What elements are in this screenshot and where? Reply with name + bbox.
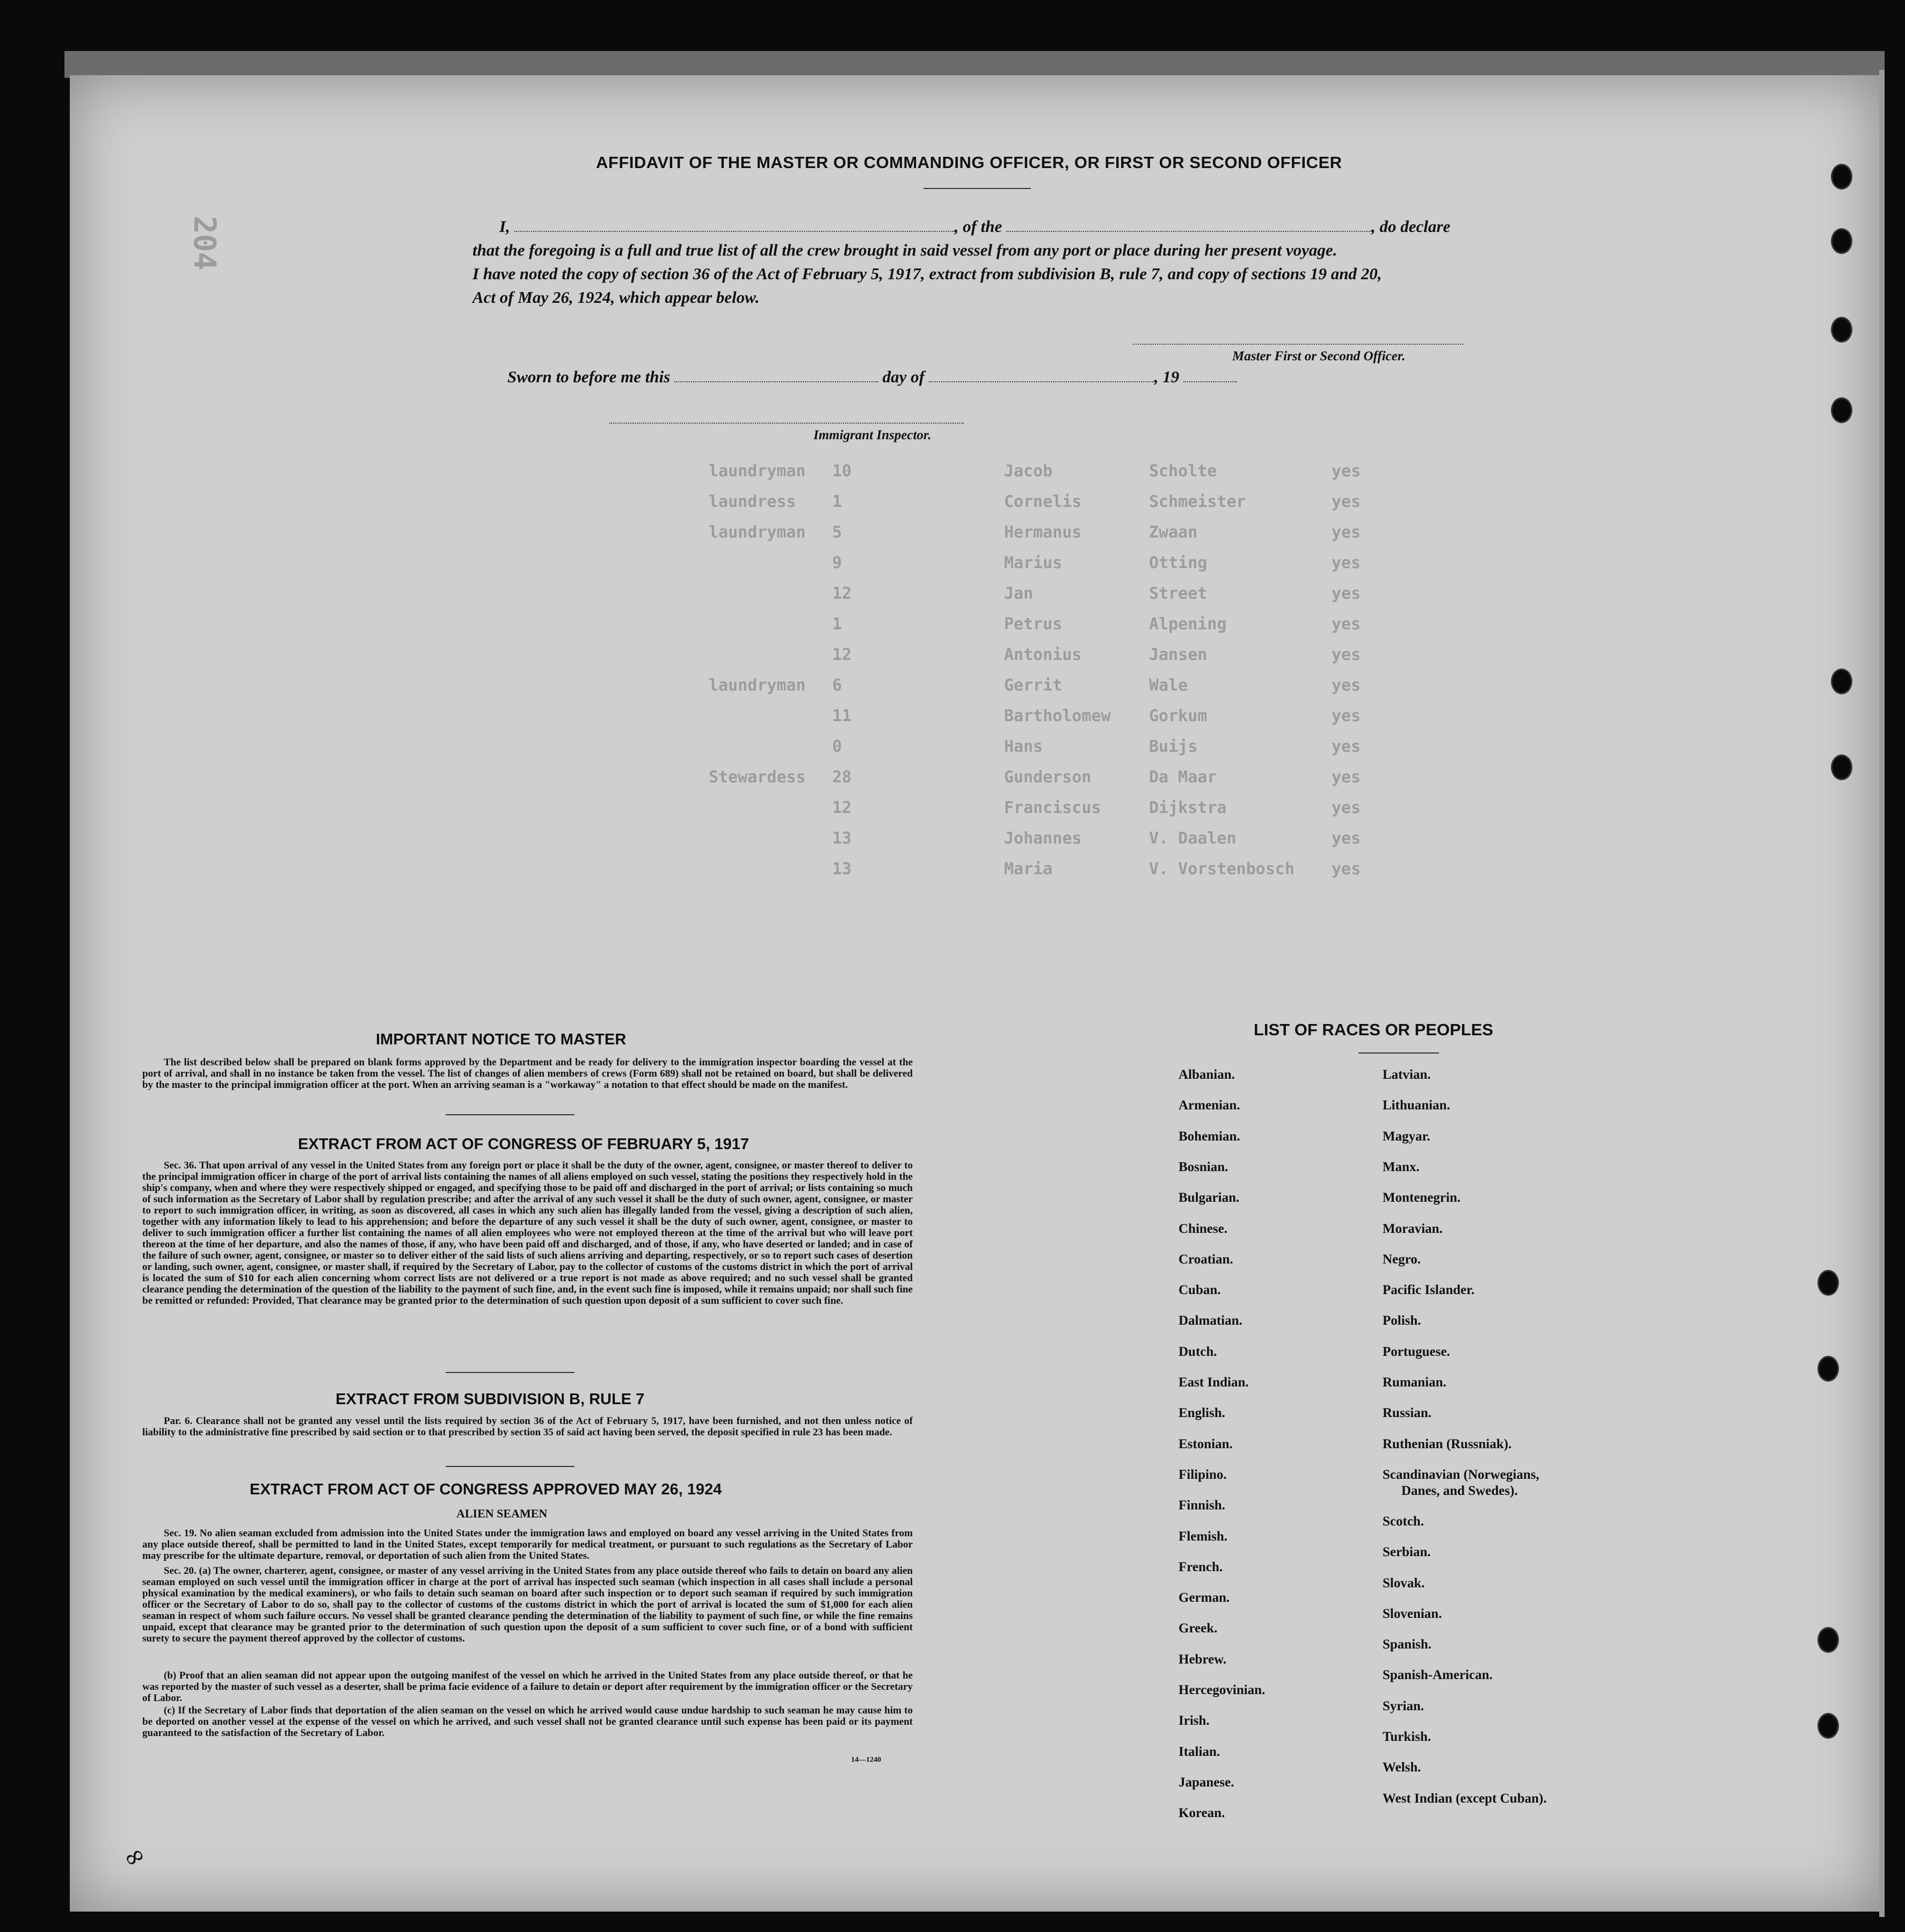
affidavit-title: AFFIDAVIT OF THE MASTER OR COMMANDING OFFICER, OR FIRST OR SECOND OFFICER xyxy=(596,153,1342,172)
race-item: Rumanian. xyxy=(1383,1375,1446,1390)
race-item: Portuguese. xyxy=(1383,1344,1450,1359)
race-item: German. xyxy=(1179,1590,1230,1606)
bleed-through-row xyxy=(462,707,1836,728)
race-item: Finnish. xyxy=(1179,1498,1225,1513)
race-item: Italian. xyxy=(1179,1744,1220,1759)
race-item: Ruthenian (Russniak). xyxy=(1383,1436,1512,1451)
race-item: Irish. xyxy=(1179,1713,1210,1728)
bleed-through-cell: 1 xyxy=(832,615,842,634)
bleed-through-cell: laundress xyxy=(709,492,796,511)
bleed-through-cell: Buijs xyxy=(1149,737,1198,756)
form-number: 14—1240 xyxy=(851,1756,881,1764)
bleed-through-row xyxy=(462,492,1836,514)
race-item: Latvian. xyxy=(1383,1067,1431,1082)
bleed-through-cell: 13 xyxy=(832,829,852,848)
bleed-through-cell: yes xyxy=(1332,768,1361,787)
race-item: Korean. xyxy=(1179,1806,1225,1821)
race-item: Slovak. xyxy=(1383,1575,1425,1590)
extract-1924-subtitle: ALIEN SEAMEN xyxy=(456,1507,548,1520)
affidavit-do-declare: , do declare xyxy=(1371,217,1451,236)
bleed-through-cell: 13 xyxy=(832,860,852,878)
important-notice-title: IMPORTANT NOTICE TO MASTER xyxy=(376,1031,627,1048)
race-item: Estonian. xyxy=(1179,1436,1233,1451)
vessel-field[interactable] xyxy=(1006,219,1371,232)
bleed-through-cell: 9 xyxy=(832,554,842,572)
bleed-through-cell: Cornelis xyxy=(1004,492,1082,511)
bleed-through-cell: Jansen xyxy=(1149,645,1208,664)
bleed-through-cell: laundryman xyxy=(709,676,806,695)
bleed-through-cell: 12 xyxy=(832,798,852,817)
race-item: Moravian. xyxy=(1383,1221,1443,1236)
race-item: Cuban. xyxy=(1179,1283,1221,1298)
bleed-through-cell: Schmeister xyxy=(1149,492,1246,511)
extract-rule7-title: EXTRACT FROM SUBDIVISION B, RULE 7 xyxy=(336,1391,645,1408)
divider xyxy=(924,188,1031,189)
bleed-through-cell: Street xyxy=(1149,584,1208,603)
bleed-through-cell: yes xyxy=(1332,707,1361,725)
master-caption: Master First or Second Officer. xyxy=(1232,349,1406,364)
bleed-through-cell: 28 xyxy=(832,768,852,787)
sworn-line xyxy=(507,365,1237,389)
bleed-through-cell: 1 xyxy=(832,492,842,511)
race-item: Montenegrin. xyxy=(1383,1190,1461,1205)
race-item: Polish. xyxy=(1383,1313,1421,1328)
race-item: Manx. xyxy=(1383,1159,1420,1174)
race-item: Filipino. xyxy=(1179,1467,1227,1482)
race-item: Pacific Islander. xyxy=(1383,1283,1475,1298)
divider xyxy=(446,1114,575,1115)
race-item: Spanish-American. xyxy=(1383,1668,1493,1683)
divider xyxy=(446,1466,575,1467)
sec20b-body: (b) Proof that an alien seaman did not appear upon the outgoing manifest of the vessel on which he arrived in the United States from any place outside thereof, or that he was reported by the master of such vessel as a deserter, shall be prima facie evidence of a failure to detain or deport after requirement by the immigration officer or the Secretary of Labor. xyxy=(142,1670,913,1704)
race-item: Danes, and Swedes). xyxy=(1401,1483,1518,1498)
bleed-through-cell: 11 xyxy=(832,707,852,725)
bleed-through-cell: yes xyxy=(1332,737,1361,756)
binder-hole xyxy=(1817,1270,1839,1296)
sworn-day-field[interactable] xyxy=(674,369,878,382)
race-item: Bohemian. xyxy=(1179,1129,1240,1144)
affidavit-line3: I have noted the copy of section 36 of the Act of February 5, 1917, extract from subdivision B, rule 7, and copy of sections 19 and 20, xyxy=(472,264,1382,283)
bleed-through-cell: Bartholomew xyxy=(1004,707,1111,725)
race-item: Scotch. xyxy=(1383,1514,1424,1529)
race-item: Serbian. xyxy=(1383,1545,1431,1560)
race-item: Slovenian. xyxy=(1383,1606,1442,1621)
bleed-through-row xyxy=(462,798,1836,820)
extract-1924-title: EXTRACT FROM ACT OF CONGRESS APPROVED MAY 26, 1924 xyxy=(250,1481,722,1498)
bleed-through-cell: yes xyxy=(1332,523,1361,542)
race-item: Albanian. xyxy=(1179,1067,1235,1082)
bleed-through-cell: yes xyxy=(1332,584,1361,603)
inspector-signature-line[interactable] xyxy=(609,423,964,424)
bleed-through-row xyxy=(462,615,1836,636)
page-top-edge xyxy=(64,51,1885,78)
bleed-through-cell: Da Maar xyxy=(1149,768,1217,787)
race-item: Lithuanian. xyxy=(1383,1098,1450,1113)
race-item: Hercegovinian. xyxy=(1179,1683,1266,1697)
bleed-through-cell: Jan xyxy=(1004,584,1034,603)
race-item: Flemish. xyxy=(1179,1529,1227,1544)
bleed-through-cell: Hermanus xyxy=(1004,523,1082,542)
bleed-through-row xyxy=(462,676,1836,698)
inspector-caption: Immigrant Inspector. xyxy=(813,428,932,442)
race-item: Croatian. xyxy=(1179,1252,1233,1267)
bleed-through-cell: 5 xyxy=(832,523,842,542)
race-item: French. xyxy=(1179,1559,1223,1574)
page-right-edge xyxy=(1879,70,1885,1917)
bleed-through-cell: yes xyxy=(1332,492,1361,511)
binder-hole xyxy=(1817,1713,1839,1739)
sworn-month-field[interactable] xyxy=(929,369,1154,382)
bleed-through-cell: yes xyxy=(1332,645,1361,664)
races-title: LIST OF RACES OR PEOPLES xyxy=(1254,1020,1494,1039)
race-item: Magyar. xyxy=(1383,1129,1430,1144)
race-item: Bulgarian. xyxy=(1179,1190,1240,1205)
race-item: Armenian. xyxy=(1179,1098,1240,1113)
bleed-through-cell: yes xyxy=(1332,798,1361,817)
bleed-through-cell: V. Vorstenbosch xyxy=(1149,860,1295,878)
race-item: Dalmatian. xyxy=(1179,1313,1242,1328)
bleed-through-cell: Otting xyxy=(1149,554,1208,572)
day-of-label: day of xyxy=(882,367,925,386)
name-field[interactable] xyxy=(514,219,955,232)
important-notice-body: The list described below shall be prepared on blank forms approved by the Department and be ready for delivery to the immigration inspector boarding the vessel at the port of arrival, and shall in no instance be taken from the vessel. The list of changes of alien members of crews (Form 689) shall not be retained on board, but shall be delivered by the master to the principal immigration officer at the port. When an arriving seaman is a "workaway" a notation to that effect should be made on the manifest. xyxy=(142,1057,913,1091)
race-item: Spanish. xyxy=(1383,1637,1432,1652)
bleed-through-cell: Scholte xyxy=(1149,462,1217,481)
race-item: Negro. xyxy=(1383,1252,1421,1267)
bleed-through-cell: yes xyxy=(1332,676,1361,695)
race-item: Welsh. xyxy=(1383,1760,1421,1775)
binder-hole xyxy=(1831,164,1852,190)
bleed-through-cell: yes xyxy=(1332,829,1361,848)
race-item: Dutch. xyxy=(1179,1344,1217,1359)
binder-hole xyxy=(1831,228,1852,254)
bleed-through-cell: 6 xyxy=(832,676,842,695)
binder-hole xyxy=(1817,1627,1839,1653)
divider xyxy=(446,1372,575,1373)
bleed-through-row xyxy=(462,737,1836,759)
bleed-through-row xyxy=(462,768,1836,789)
bleed-through-cell: Zwaan xyxy=(1149,523,1198,542)
binder-hole xyxy=(1831,397,1852,423)
bleed-through-cell: Marius xyxy=(1004,554,1063,572)
binder-hole xyxy=(1831,317,1852,343)
extract-rule7-body: Par. 6. Clearance shall not be granted any vessel until the lists required by section 36 of the Act of February 5, 1917, have been furnished, and not then unless notice of liability to the administrative fine prescribed by said section or to that prescribed by section 35 of said act having been served, the deposit specified in rule 23 has been made. xyxy=(142,1415,913,1438)
race-item: Japanese. xyxy=(1179,1775,1234,1790)
race-item: Hebrew. xyxy=(1179,1652,1227,1667)
race-item: Bosnian. xyxy=(1179,1159,1228,1174)
sworn-year-field[interactable] xyxy=(1183,369,1237,382)
divider xyxy=(1358,1052,1439,1054)
bleed-through-cell: Wale xyxy=(1149,676,1188,695)
affidavit-line1 xyxy=(472,215,1450,238)
affidavit-of-the: , of the xyxy=(954,217,1002,236)
race-item: West Indian (except Cuban). xyxy=(1383,1791,1547,1806)
bleed-page-number: 204 xyxy=(187,215,222,271)
bleed-through-row xyxy=(462,829,1836,851)
affidavit-i: I, xyxy=(499,217,510,236)
bleed-through-cell: Franciscus xyxy=(1004,798,1101,817)
bleed-through-row xyxy=(462,645,1836,667)
bleed-through-cell: Petrus xyxy=(1004,615,1063,634)
race-item: Russian. xyxy=(1383,1406,1432,1421)
race-item: Turkish. xyxy=(1383,1730,1431,1744)
bleed-through-row xyxy=(462,860,1836,881)
master-signature-line[interactable] xyxy=(1133,344,1463,345)
bleed-through-row xyxy=(462,523,1836,544)
bleed-through-row xyxy=(462,462,1836,483)
bleed-through-cell: Stewardess xyxy=(709,768,806,787)
bleed-through-cell: Maria xyxy=(1004,860,1053,878)
bleed-through-cell: Gunderson xyxy=(1004,768,1092,787)
handwritten-mark: ∞ xyxy=(117,1838,151,1876)
binder-hole xyxy=(1817,1356,1839,1382)
bleed-through-cell: yes xyxy=(1332,615,1361,634)
race-item: English. xyxy=(1179,1406,1225,1421)
bleed-through-cell: yes xyxy=(1332,554,1361,572)
race-item: Chinese. xyxy=(1179,1221,1227,1236)
year-label: , 19 xyxy=(1154,367,1180,386)
bleed-through-cell: laundryman xyxy=(709,523,806,542)
bleed-through-cell: Gorkum xyxy=(1149,707,1208,725)
race-item: East Indian. xyxy=(1179,1375,1249,1390)
race-item: Greek. xyxy=(1179,1621,1218,1636)
sec20c-body: (c) If the Secretary of Labor finds that deportation of the alien seaman on the vessel on which he arrived would cause undue hardship to such seaman he may cause him to be deported on another vessel at the expense of the vessel on which he arrived, and such vessel shall not be granted clearance until such expense has been paid or its payment guaranteed to the satisfaction of the Secretary of Labor. xyxy=(142,1705,913,1739)
bleed-through-cell: Gerrit xyxy=(1004,676,1063,695)
bleed-through-cell: 10 xyxy=(832,462,852,481)
bleed-through-row xyxy=(462,554,1836,575)
sworn-label: Sworn to before me this xyxy=(507,367,671,386)
sec20a-body: Sec. 20. (a) The owner, charterer, agent, consignee, or master of any vessel arriving in the United States from any place outside thereof who fails to detain on board any alien seaman employed on such vessel until the immigration officer in charge at the port of arrival has inspected such seaman (which inspection in all cases shall include a personal physical examination by the medical examiners), or who fails to detain such seaman on board after such inspection or to deport such seaman if required by such immigration officer or the Secretary of Labor to do so, shall pay to the collector of customs of the customs district in which the port of arrival is located the sum of $1,000 for each alien seaman in respect of whom such failure occurs. No vessel shall be granted clearance pending the determination of the liability to payment of such fine, or while the fine remains unpaid, except that clearance may be granted prior to the determination of such question upon the deposit of a sum sufficient to cover such fine, or of a bond with sufficient surety to secure the payment thereof approved by the collector of customs. xyxy=(142,1565,913,1644)
bleed-through-cell: Dijkstra xyxy=(1149,798,1227,817)
extract-1917-title: EXTRACT FROM ACT OF CONGRESS OF FEBRUARY 5, 1917 xyxy=(298,1136,750,1153)
bleed-through-cell: Alpening xyxy=(1149,615,1227,634)
bleed-through-cell: Hans xyxy=(1004,737,1043,756)
bleed-through-cell: Antonius xyxy=(1004,645,1082,664)
bleed-through-cell: 0 xyxy=(832,737,842,756)
bleed-through-cell: 12 xyxy=(832,584,852,603)
bleed-through-cell: laundryman xyxy=(709,462,806,481)
bleed-through-row xyxy=(462,584,1836,606)
extract-1917-body: Sec. 36. That upon arrival of any vessel in the United States from any foreign port or place it shall be the duty of the owner, agent, consignee, or master thereof to deliver to the principal immigration officer in charge of the port of arrival lists containing the names of all aliens employed on such vessel, stating the positions they respectively hold in the ship's company, when and where they were respectively shipped or engaged, and specifying those to be paid off and discharged in the port of arrival; or lists containing so much of such information as the Secretary of Labor shall by regulation prescribe; and after the arrival of any such vessel it shall be the duty of such owner, agent, consignee, or master to report to such immigration officer, in writing, as soon as discovered, all cases in which any such alien has illegally landed from the vessel, giving a description of such alien, together with any information likely to lead to his apprehension; and before the departure of any such vessel it shall be the duty of such owner, agent, consignee, or master to deliver to such immigration officer a further list containing the names of all alien employees who were not employed thereon at the time of the arrival but who will leave port thereon at the time of her departure, and also the names of those, if any, who have been paid off and discharged, and of those, if any, who have deserted or landed; and in case of the failure of such owner, agent, consignee, or master so to deliver either of the said lists of such aliens arriving and departing, respectively, or so to report such cases of desertion or landing, such owner, agent, consignee, or master shall, if required by the Secretary of Labor, pay to the collector of customs of the customs district in which the port of arrival is located the sum of $10 for each alien concerning whom correct lists are not delivered or a true report is not made as above required; and no such vessel shall be granted clearance pending the determination of the question of the liability to the payment of such fine, and, in the event such fine is imposed, while it remains unpaid; nor shall such fine be remitted or refunded: Provided, That clearance may be granted prior to the determination of such question upon deposit of a sum sufficient to cover such fine. xyxy=(142,1160,913,1306)
race-item: Scandinavian (Norwegians, xyxy=(1383,1467,1539,1482)
bleed-through-cell: V. Daalen xyxy=(1149,829,1237,848)
bleed-through-cell: Johannes xyxy=(1004,829,1082,848)
sec19-body: Sec. 19. No alien seaman excluded from admission into the United States under the immigration laws and employed on board any vessel arriving in the United States from any place outside thereof, shall be permitted to land in the United States, except temporarily for medical treatment, or pursuant to such regulations as the Secretary of Labor may prescribe for the ultimate departure, removal, or deportation of such alien from the United States. xyxy=(142,1528,913,1561)
affidavit-line2: that the foregoing is a full and true list of all the crew brought in said vessel from any port or place during her present voyage. xyxy=(472,241,1337,259)
race-item: Syrian. xyxy=(1383,1698,1424,1713)
bleed-through-cell: Jacob xyxy=(1004,462,1053,481)
bleed-through-cell: yes xyxy=(1332,462,1361,481)
affidavit-line4: Act of May 26, 1924, which appear below. xyxy=(472,288,760,307)
bleed-through-cell: 12 xyxy=(832,645,852,664)
bleed-through-cell: yes xyxy=(1332,860,1361,878)
